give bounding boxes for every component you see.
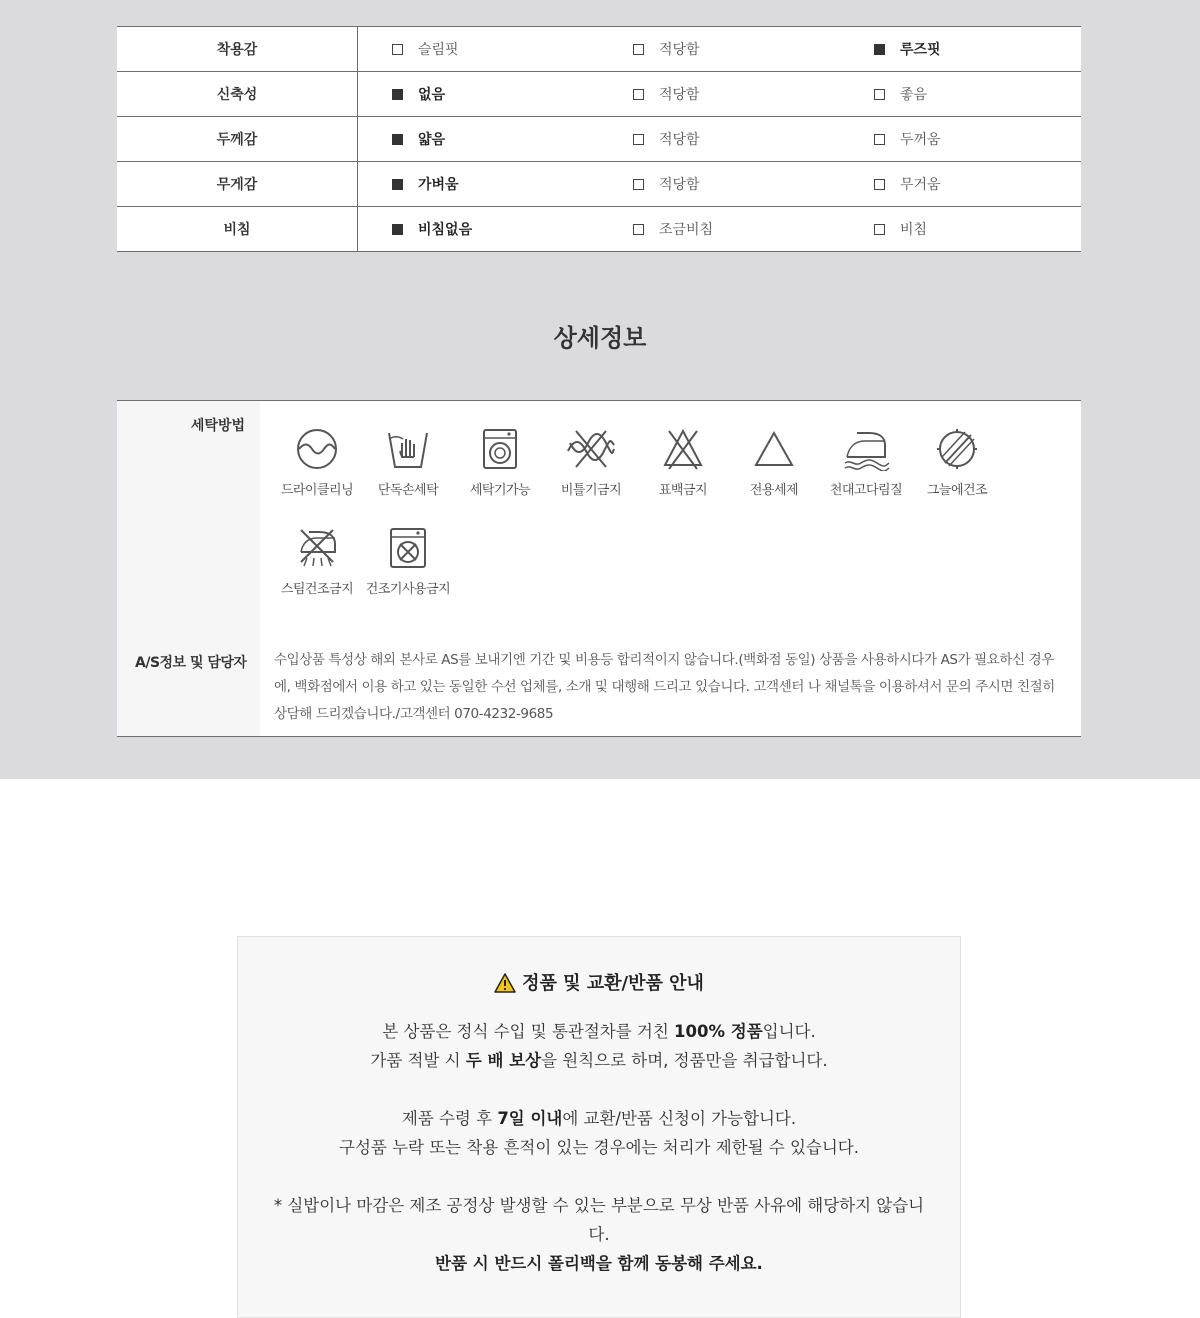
option-label: 없음: [418, 87, 446, 103]
checkbox-icon: [874, 44, 885, 55]
option-label: 비침없음: [418, 222, 473, 238]
care-item: [271, 427, 363, 498]
table-row: [117, 162, 1081, 207]
option-label: 루즈핏: [900, 42, 941, 58]
checkbox-icon: [874, 179, 885, 190]
option-label: 적당함: [659, 87, 700, 103]
care-item: [728, 427, 820, 498]
checkbox-icon: [874, 134, 885, 145]
row-label: 착용감: [117, 27, 358, 72]
notice-line: 제품 수령 후 7일 이내에 교환/반품 신청이 가능합니다.: [401, 1109, 797, 1128]
notice-line: 본 상품은 정식 수입 및 통관절차를 거친 100% 정품입니다.: [382, 1022, 816, 1041]
checkbox-icon: [874, 89, 885, 100]
checkbox-icon: [392, 44, 403, 55]
care-item: [362, 427, 454, 498]
care-label: 그늘에건조: [926, 483, 988, 498]
option-label: 가벼움: [418, 177, 459, 193]
care-label: 드라이클리닝: [280, 483, 354, 498]
no-bleach-icon: [661, 427, 705, 471]
checkbox-icon: [633, 179, 644, 190]
row-label: 비침: [117, 207, 358, 252]
care-item: [362, 526, 454, 597]
care-label: 스팀건조금지: [280, 582, 354, 597]
notice-line: * 실밥이나 마감은 제조 공정상 발생할 수 있는 부분으로 무상 반품 사유에 해당하지 않습니: [273, 1196, 925, 1215]
warning-icon: [494, 973, 516, 993]
no-steam-icon: [295, 526, 339, 570]
checkbox-icon: [633, 134, 644, 145]
notice-line: 반품 시 반드시 폴리백을 함께 동봉해 주세요.: [435, 1254, 763, 1273]
care-item: [271, 526, 363, 597]
row-label: 신축성: [117, 72, 358, 117]
checkbox-icon: [874, 224, 885, 235]
checkbox-icon: [392, 89, 403, 100]
notice-title: [238, 969, 960, 995]
as-info-label: A/S정보 및 담당자: [135, 655, 247, 671]
machine-wash-icon: [478, 427, 522, 471]
care-label: 표백금지: [658, 483, 708, 498]
checkbox-icon: [633, 224, 644, 235]
dry-cleaning-icon: [295, 427, 339, 471]
care-label: 세탁기가능: [469, 483, 531, 498]
no-wring-icon: [566, 427, 616, 471]
checkbox-icon: [633, 44, 644, 55]
table-row: [117, 117, 1081, 162]
care-item: [911, 427, 1003, 498]
notice-line: 구성품 누락 또는 착용 흔적이 있는 경우에는 처리가 제한될 수 있습니다.: [339, 1138, 859, 1157]
checkbox-icon: [633, 89, 644, 100]
detail-title: 상세정보: [553, 324, 647, 352]
care-label: 천대고다림질: [829, 483, 903, 498]
notice-title-text: 정품 및 교환/반품 안내: [522, 973, 704, 994]
row-label: 무게감: [117, 162, 358, 207]
care-item: [637, 427, 729, 498]
bleach-triangle-icon: [752, 427, 796, 471]
detail-info-box: [117, 400, 1081, 737]
checkbox-icon: [392, 224, 403, 235]
notice-line: 가품 적발 시 두 배 보상을 원칙으로 하며, 정품만을 취급합니다.: [370, 1051, 828, 1070]
no-tumble-dry-icon: [386, 526, 430, 570]
care-item: [545, 427, 637, 498]
option-label: 두꺼움: [900, 132, 941, 148]
option-label: 비침: [900, 222, 928, 238]
notice-line: 다.: [588, 1225, 610, 1244]
option-label: 적당함: [659, 132, 700, 148]
option-label: 조금비침: [659, 222, 714, 238]
care-label: 단독손세탁: [377, 483, 439, 498]
option-label: 좋음: [900, 87, 928, 103]
row-label: 두께감: [117, 117, 358, 162]
iron-cloth-icon: [841, 427, 891, 471]
shade-dry-icon: [935, 427, 979, 471]
fit-table: [117, 26, 1081, 252]
checkbox-icon: [392, 179, 403, 190]
as-info-text: 수입상품 특성상 해외 본사로 AS를 보내기엔 기간 및 비용등 합리적이지 않습니다.(백화점 동일) 상품을 사용하시다가 AS가 필요하신 경우에, 백화점에서 이용 하고 있는 동일한 수선 업체를, 소개 및 대행해 드리고 있습니다. 고객센터 나 채널톡을 이용하셔서 문의 주시면 친절히 상담해 드리겠습니다./고객센터 070-4232-9685: [274, 652, 1055, 722]
option-label: 적당함: [659, 177, 700, 193]
care-label: 건조기사용금지: [365, 582, 451, 597]
care-label: 전용세제: [749, 483, 799, 498]
option-label: 적당함: [659, 42, 700, 58]
care-label: 비틀기금지: [560, 483, 622, 498]
wash-method-label: 세탁방법: [190, 418, 245, 434]
table-row: [117, 72, 1081, 117]
option-label: 무거움: [900, 177, 941, 193]
care-item: [820, 427, 912, 498]
option-label: 슬림핏: [418, 42, 459, 58]
table-row: [117, 27, 1081, 72]
notice-box: [237, 936, 961, 1318]
checkbox-icon: [392, 134, 403, 145]
detail-label-column: [117, 401, 260, 736]
option-label: 얇음: [418, 132, 446, 148]
table-row: [117, 207, 1081, 252]
care-item: [454, 427, 546, 498]
hand-wash-icon: [386, 427, 430, 471]
